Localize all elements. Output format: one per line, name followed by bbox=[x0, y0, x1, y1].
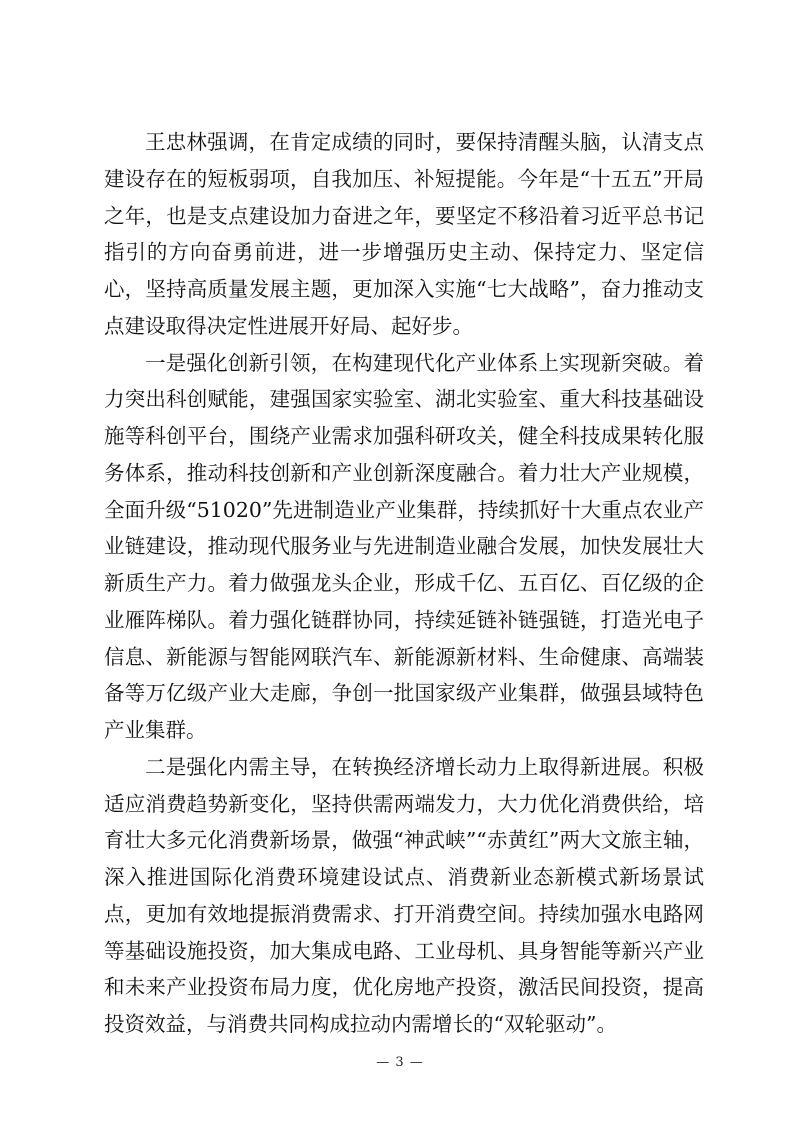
document-body bbox=[104, 124, 704, 1043]
page-number: — 3 — bbox=[376, 1055, 424, 1070]
paragraph-intro: 王忠林强调，在肯定成绩的同时，要保持清醒头脑，认清支点建设存在的短板弱项，自我加压、补短提能。今年是“十五五”开局之年，也是支点建设加力奋进之年，要坚定不移沿着习近平总书记指引的方向奋勇前进，进一步增强历史主动、保持定力、坚定信心，坚持高质量发展主题，更加深入实施“七大战略”，奋力推动支点建设取得决定性进展开好局、起好步。 bbox=[104, 130, 704, 338]
paragraph-domestic-demand: 二是强化内需主导，在转换经济增长动力上取得新进展。积极适应消费趋势新变化，坚持供需两端发力，大力优化消费供给，培育壮大多元化消费新场景，做强“神武峡”“赤黄红”两大文旅主轴，深入推进国际化消费环境建设试点、消费新业态新模式新场景试点，更加有效地提振消费需求、打开消费空间。持续加强水电路网等基础设施投资，加大集成电路、工业母机、具身智能等新兴产业和未来产业投资布局力度，优化房地产投资，激活民间投资，提高投资效益，与消费共同构成拉动内需增长的“双轮驱动”。 bbox=[104, 754, 704, 1036]
paragraph-innovation: 一是强化创新引领，在构建现代化产业体系上实现新突破。着力突出科创赋能，建强国家实验室、湖北实验室、重大科技基础设施等科创平台，围绕产业需求加强科研攻关，健全科技成果转化服务体系，推动科技创新和产业创新深度融合。着力壮大产业规模，全面升级“51020”先进制造业产业集群，持续抓好十大重点农业产业链建设，推动现代服务业与先进制造业融合发展，加快发展壮大新质生产力。着力做强龙头企业，形成千亿、五百亿、百亿级的企业雁阵梯队。着力强化链群协同，持续延链补链强链，打造光电子信息、新能源与智能网联汽车、新能源新材料、生命健康、高端装备等万亿级产业大走廊，争创一批国家级产业集群，做强县域特色产业集群。 bbox=[104, 350, 704, 742]
